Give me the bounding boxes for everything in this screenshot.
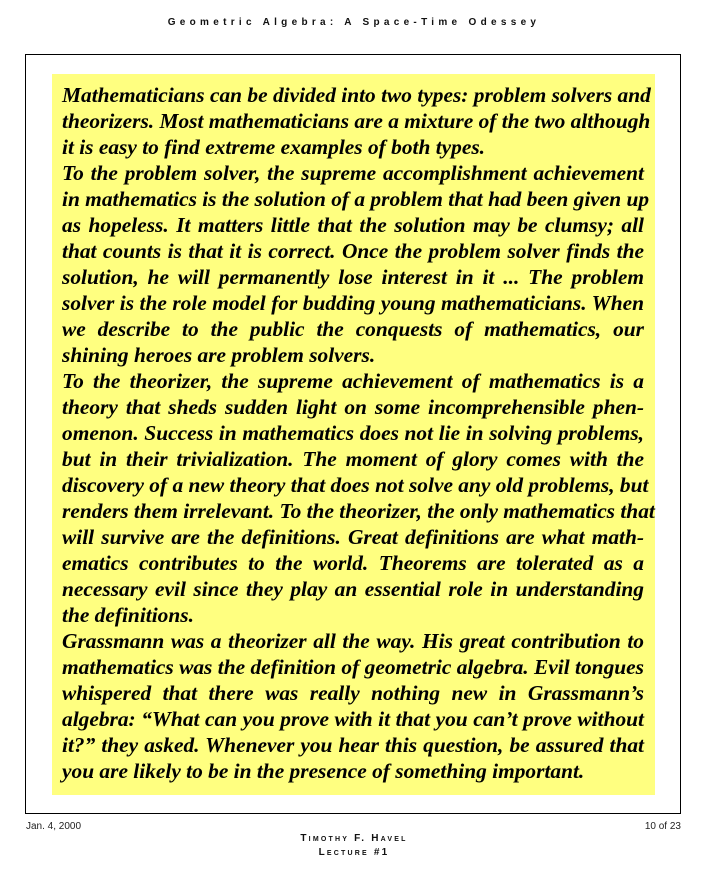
page-header-title: Geometric Algebra: A Space-Time Odessey (167, 17, 541, 28)
quote-paragraph-3 (62, 368, 655, 628)
text-line: algebra: “What can you prove with it that you can’t prove without (62, 707, 644, 731)
text-line: shining heroes are problem solvers. (62, 343, 376, 367)
text-line: necessary evil since they play an essential role in understanding (62, 577, 644, 601)
text-line: renders them irrelevant. To the theorizer, the only mathematics that (62, 499, 655, 523)
text-line: Mathematicians can be divided into two types: problem solvers and (62, 83, 651, 107)
quote-paragraph-4 (62, 628, 644, 784)
text-line: theory that sheds sudden light on some incomprehensible phen- (62, 395, 644, 419)
text-line: theorizers. Most mathematicians are a mixture of the two although (62, 109, 651, 133)
text-line: it is easy to find extreme examples of both types. (62, 135, 485, 159)
quote-box (52, 74, 655, 795)
quote-paragraph-2 (62, 160, 650, 368)
text-line: will survive are the definitions. Great definitions are what math- (62, 525, 644, 549)
footer-page-number: 10 of 23 (644, 821, 681, 832)
text-line: we describe to the public the conquests of mathematics, our (62, 317, 644, 341)
text-line: To the theorizer, the supreme achievement of mathematics is a (62, 369, 644, 393)
text-line: as hopeless. It matters little that the solution may be clumsy; all (62, 213, 644, 237)
footer-author: Timothy F. Havel (300, 833, 408, 844)
text-line: in mathematics is the solution of a problem that had been given up (62, 187, 650, 211)
quote-paragraph-1 (62, 82, 651, 160)
footer-lecture: Lecture #1 (318, 847, 390, 858)
text-line: ematics contributes to the world. Theorems are tolerated as a (62, 551, 644, 575)
text-line: mathematics was the definition of geometric algebra. Evil tongues (62, 655, 644, 679)
text-line: To the problem solver, the supreme accomplishment achievement (62, 161, 644, 185)
text-line: omenon. Success in mathematics does not lie in solving problems, (62, 421, 644, 445)
footer-date: Jan. 4, 2000 (26, 821, 82, 832)
text-line: the definitions. (62, 603, 194, 627)
text-line: it?” they asked. Whenever you hear this question, be assured that (62, 733, 644, 757)
text-line: discovery of a new theory that does not solve any old problems, but (62, 473, 649, 497)
text-line: Grassmann was a theorizer all the way. His great contribution to (62, 629, 644, 653)
text-line: whispered that there was really nothing new in Grassmann’s (62, 681, 644, 705)
text-line: that counts is that it is correct. Once the problem solver finds the (62, 239, 644, 263)
text-line: you are likely to be in the presence of something important. (62, 759, 585, 783)
text-line: solver is the role model for budding young mathematicians. When (62, 291, 644, 315)
text-line: solution, he will permanently lose interest in it ... The problem (62, 265, 644, 289)
text-line: but in their trivialization. The moment of glory comes with the (62, 447, 644, 471)
